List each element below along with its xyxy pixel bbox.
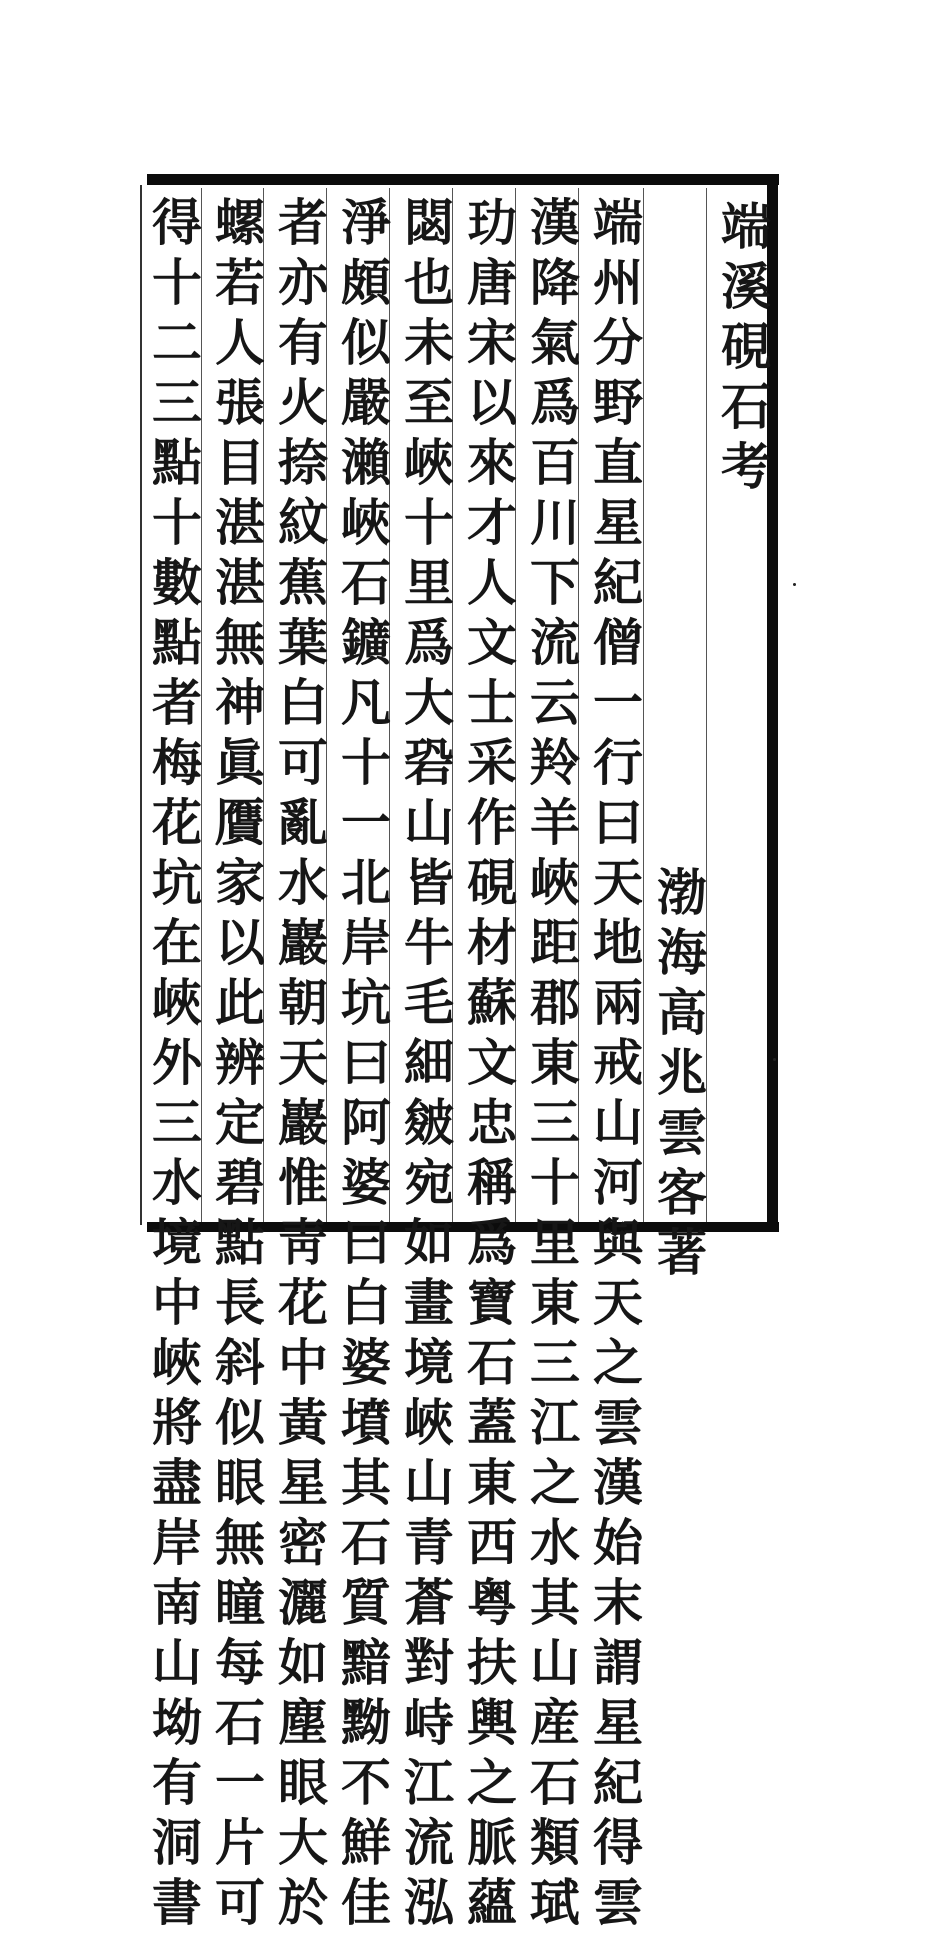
top-border-rule [147, 174, 779, 185]
text-column-3: 玏唐宋以來才人文士采作硯材蘇文忠稱爲寶石蓋東西粤扶輿之脈蘊 [459, 196, 518, 1936]
author-line: 渤海高兆雲客著 [649, 866, 708, 1286]
ink-speck [773, 1058, 776, 1061]
left-border-line [140, 185, 142, 1225]
text-column-5: 淨頗似嚴瀨峽石鑛凡十一北岸坑曰阿婆曰白婆墳其石質黯黝不鮮佳 [333, 196, 392, 1936]
document-title: 端溪硯石考 [713, 200, 772, 500]
text-column-8: 得十二三點十數點者梅花坑在峽外三水境中峽將盡岸南山坳有洞書 [144, 196, 203, 1936]
text-column-2: 漢降氣爲百川下流云羚羊峽距郡東三十里東三江之水其山産石類珷 [522, 196, 581, 1936]
text-column-7: 螺若人張目湛湛無神眞贋家以此辨定碧點長斜似眼無瞳每石一片可 [207, 196, 266, 1936]
ink-speck [793, 583, 796, 586]
text-column-4: 閟也未至峽十里爲大䂬山皆牛毛細皴宛如畫境峽山青蒼對峙江流泓 [396, 196, 455, 1936]
text-column-6: 者亦有火捺紋蕉葉白可亂水巖朝天巖惟靑花中黃星密灑如塵眼大於 [270, 196, 329, 1936]
text-column-1: 端州分野直星紀僧一行曰天地兩戒山河與天之雲漢始末謂星紀得雲 [585, 196, 644, 1936]
